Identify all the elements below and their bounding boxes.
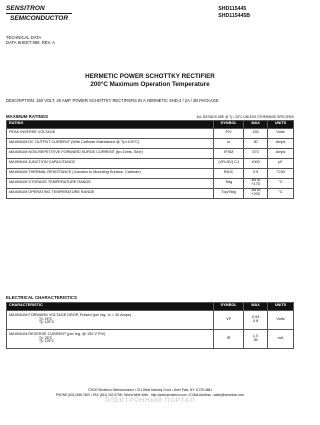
column-header: SYMBOL [214,303,244,311]
tech-data-line2: DATA SHEET 668, REV. A [6,40,55,46]
watermark: ЭЛЕКТРОННЫЙ ПОРТАЛ [104,397,196,404]
units-cell: Amps [268,138,294,148]
table-row [7,310,294,329]
rating-cell: MAXIMUM NON-REPETITIVE FORWARD SURGE CURRENT (tp=10ms, Sine) [7,148,214,158]
electrical-heading: ELECTRICAL CHARACTERISTICS [6,295,77,300]
characteristic-text: MAXIMUM FORWARD VOLTAGE DROP, Pulsed (per leg, Io = 30 Amps) [9,312,132,317]
condition-2: Tj= 125°C [39,320,55,325]
units-cell: pF [268,158,294,168]
units-cell: mA [268,329,294,348]
rating-cell: PEAK INVERSE VOLTAGE [7,128,214,138]
symbol-cell: Top/Tstg [214,188,244,198]
max-cell: 570 [244,148,268,158]
table-header-row [7,303,294,311]
rating-cell: MAXIMUM THERMAL RESISTANCE (Junction to Mounting Surface, Cathode) [7,168,214,178]
column-header: CHARACTERISTIC [7,303,214,311]
part-numbers [218,6,250,19]
symbol-cell: IR [214,329,244,348]
symbol-cell: Io [214,138,244,148]
maximum-ratings-note: ALL RATINGS ARE @ Tj = 25°C UNLESS OTHERWISE SPECIFIED [196,115,294,119]
company-name-line1: SENSITRON [6,5,45,12]
max-value-2: 35 [253,337,258,342]
units-cell: °C/W [268,168,294,178]
max-value-2: 0.8 [252,318,259,323]
rating-cell: MAXIMUM STORAGE TEMPERATURE RANGE [7,178,214,188]
table-row [7,329,294,348]
part-number-2: SHD115445B [218,12,250,19]
max-cell [244,329,268,348]
electrical-characteristics-table [6,302,294,349]
max-cell: 1000 [244,158,268,168]
max-value-1: 0.94 [251,314,260,319]
table-row [7,158,294,168]
units-cell: °C [268,178,294,188]
tech-data-line1: TECHNICAL DATA [6,35,42,40]
characteristic-text: MAXIMUM REVERSE CURRENT (per leg, @ 150 V PIV) [9,331,106,336]
units-cell: Amps [268,148,294,158]
rating-cell: MAXIMUM OPERATING TEMPERATURE RANGE [7,188,214,198]
table-row [7,188,294,198]
rating-cell: MAXIMUM DC OUTPUT CURRENT (With Cathode Maintained @ Tp=100°C) [7,138,214,148]
max-cell: 30 [244,138,268,148]
units-cell: °C [268,188,294,198]
max-value-1: 1.0 [252,333,259,338]
max-cell: -65 to +175 [244,178,268,188]
max-cell [244,310,268,329]
logo-divider [6,13,72,14]
document-title [0,73,300,88]
symbol-cell: RθJC [214,168,244,178]
max-cell: 0.9 [244,168,268,178]
max-cell: -65 to +200 [244,188,268,198]
max-cell: 150 [244,128,268,138]
column-header: MAX [244,121,268,129]
symbol-cell: (VR=5V) CJ [214,158,244,168]
units-cell: Volts [268,128,294,138]
characteristic-cell [7,310,214,329]
part-number-1: SHD115445 [218,6,247,12]
column-header: UNITS [268,303,294,311]
column-header: SYMBOL [214,121,244,129]
condition-2: Tj= 125°C [39,339,55,344]
column-header: RATING [7,121,214,129]
table-row [7,138,294,148]
symbol-cell: Tstg [214,178,244,188]
tech-data-block [6,35,55,46]
symbol-cell: PIV [214,128,244,138]
characteristic-cell [7,329,214,348]
table-row [7,148,294,158]
footer-address: ©2000 Sensitron Semiconductor • 221 West Industry Court • Deer Park, NY 11729-4681 [87,388,213,392]
maximum-ratings-table [6,120,294,199]
condition-1: Tj= 25°C [39,316,53,321]
symbol-cell: VF [214,310,244,329]
condition-1: Tj= 25°C [39,335,53,340]
table-row [7,178,294,188]
company-logo [6,5,72,22]
units-cell: Volts [268,310,294,329]
table-header-row [7,121,294,129]
maximum-ratings-heading: MAXIMUM RATINGS [6,114,49,119]
symbol-cell: IFSM [214,148,244,158]
rating-cell: MAXIMUM JUNCTION CAPACITANCE [7,158,214,168]
maximum-ratings-section [6,114,294,199]
column-header: MAX [244,303,268,311]
title-main: HERMETIC POWER SCHOTTKY RECTIFIER [85,73,215,80]
title-sub: 200°C Maximum Operation Temperature [90,81,210,88]
electrical-characteristics-section [6,295,294,349]
table-row [7,128,294,138]
table-row [7,168,294,178]
company-name-line2: SEMICONDUCTOR [10,15,69,22]
footer [0,388,300,397]
column-header: UNITS [268,121,294,129]
description: DESCRIPTION: 150 VOLT, 30 AMP, POWER SCHOTTKY RECTIFIERS IN A HERMETIC SHD-2 / 2A / 2B PACKAGE [6,98,219,103]
footer-contact: PHONE (631) 586-7600 • FAX (631) 242-9798 • World Wide Web - http://www.sensitron.com • E-Mail Address - sales@sensitron.com [55,392,245,397]
